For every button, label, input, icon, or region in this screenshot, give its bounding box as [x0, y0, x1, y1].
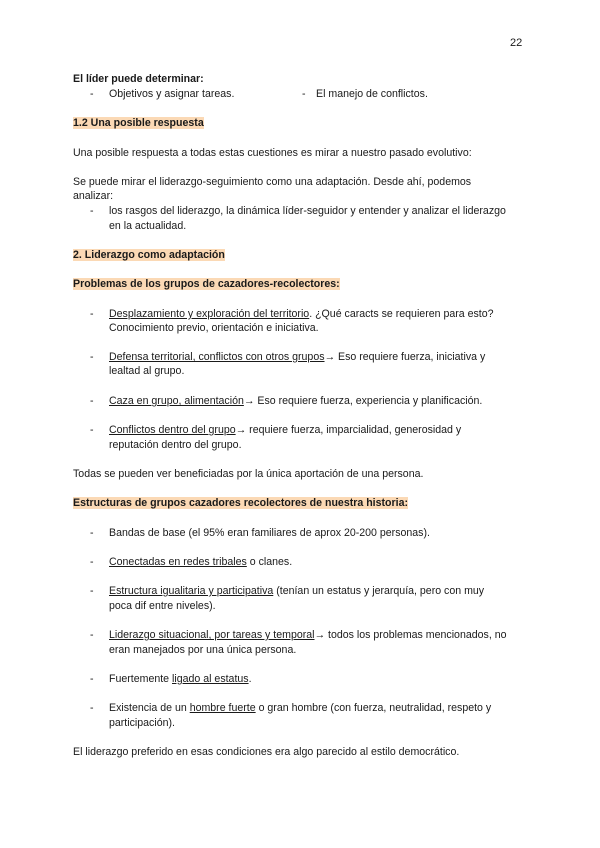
problem-item-underlined: Desplazamiento y exploración del territorio — [109, 308, 310, 320]
section-heading-1-2: 1.2 Una posible respuesta — [73, 117, 204, 129]
problems-heading: Problemas de los grupos de cazadores-recolectores: — [73, 278, 340, 290]
structure-item-6 — [109, 701, 524, 716]
structure-item-3-line-2: poca dif entre niveles). — [109, 600, 216, 612]
structure-item-6-line-2: participación). — [109, 717, 175, 729]
problem-item-underlined: Caza en grupo, alimentación — [109, 395, 244, 407]
conclusion-text: El liderazgo preferido en esas condiciones era algo parecido al estilo democrático. — [73, 746, 460, 758]
structures-heading: Estructuras de grupos cazadores recolectores de nuestra historia: — [73, 497, 408, 509]
structure-item-4 — [109, 628, 529, 643]
problem-item-4 — [109, 423, 524, 438]
benefit-text: Todas se pueden ver beneficiadas por la única aportación de una persona. — [73, 468, 424, 480]
leader-item-1: Objetivos y asignar tareas. — [109, 88, 235, 100]
bullet-dash: - — [90, 673, 94, 685]
problem-item-1-line-2: Conocimiento previo, orientación e iniciativa. — [109, 322, 319, 334]
bullet-dash: - — [90, 205, 94, 217]
bullet-dash: - — [90, 585, 94, 597]
bullet-dash: - — [90, 702, 94, 714]
structure-item-rest: → todos los problemas mencionados, no — [314, 629, 507, 641]
structure-item-pre: Fuertemente — [109, 673, 173, 685]
paragraph-1: Una posible respuesta a todas estas cuestiones es mirar a nuestro pasado evolutivo: — [73, 147, 472, 159]
structure-item-3 — [109, 584, 524, 599]
structure-item-2 — [109, 555, 524, 570]
structure-item-rest: (tenían un estatus y jerarquía, pero con muy — [273, 585, 485, 597]
bullet-dash: - — [90, 351, 94, 363]
structure-item-1: Bandas de base (el 95% eran familiares de aprox 20-200 personas). — [109, 527, 430, 539]
bullet-dash: - — [90, 395, 94, 407]
structure-item-underlined: Conectadas en redes tribales — [109, 556, 247, 568]
structure-item-underlined: hombre fuerte — [189, 702, 256, 714]
problem-item-rest: → Eso requiere fuerza, iniciativa y — [324, 351, 486, 363]
bullet-dash: - — [90, 308, 94, 320]
page-number: 22 — [510, 37, 523, 49]
problem-item-3 — [109, 394, 524, 409]
bullet-dash: - — [90, 629, 94, 641]
bullet-dash: - — [90, 556, 94, 568]
structure-item-underlined: Liderazgo situacional, por tareas y temporal — [109, 629, 315, 641]
structure-item-5 — [109, 672, 524, 687]
problem-item-2 — [109, 350, 524, 365]
paragraph-2-line-1: Se puede mirar el liderazgo-seguimiento como una adaptación. Desde ahí, podemos — [73, 176, 472, 188]
problem-item-1 — [109, 307, 524, 322]
leader-heading: El líder puede determinar: — [73, 73, 204, 85]
structure-item-underlined: ligado al estatus — [172, 673, 249, 685]
structure-item-rest: o gran hombre (con fuerza, neutralidad, respeto y — [255, 702, 492, 714]
section-heading-2: 2. Liderazgo como adaptación — [73, 249, 225, 261]
structure-item-rest: . — [248, 673, 252, 685]
problem-item-underlined: Defensa territorial, conflictos con otros grupos — [109, 351, 325, 363]
problem-item-2-line-2: lealtad al grupo. — [109, 365, 185, 377]
problem-item-rest: → Eso requiere fuerza, experiencia y planificación. — [243, 395, 483, 407]
structure-item-pre: Existencia de un — [109, 702, 190, 714]
bullet-dash: - — [302, 88, 306, 100]
problem-item-4-line-2: reputación dentro del grupo. — [109, 439, 242, 451]
bullet-line-1: los rasgos del liderazgo, la dinámica líder-seguidor y entender y analizar el liderazgo — [109, 205, 506, 217]
structure-item-underlined: Estructura igualitaria y participativa — [109, 585, 274, 597]
bullet-dash: - — [90, 527, 94, 539]
structure-item-4-line-2: eran manejados por una única persona. — [109, 644, 297, 656]
bullet-line-2: en la actualidad. — [109, 220, 187, 232]
problem-item-rest: . ¿Qué caracts se requieren para esto? — [309, 308, 494, 320]
structure-item-rest: o clanes. — [246, 556, 293, 568]
leader-item-2: El manejo de conflictos. — [316, 88, 428, 100]
bullet-dash: - — [90, 88, 94, 100]
paragraph-2-line-2: analizar: — [73, 190, 114, 202]
bullet-dash: - — [90, 424, 94, 436]
problem-item-rest: → requiere fuerza, imparcialidad, generosidad y — [235, 424, 462, 436]
problem-item-underlined: Conflictos dentro del grupo — [109, 424, 236, 436]
